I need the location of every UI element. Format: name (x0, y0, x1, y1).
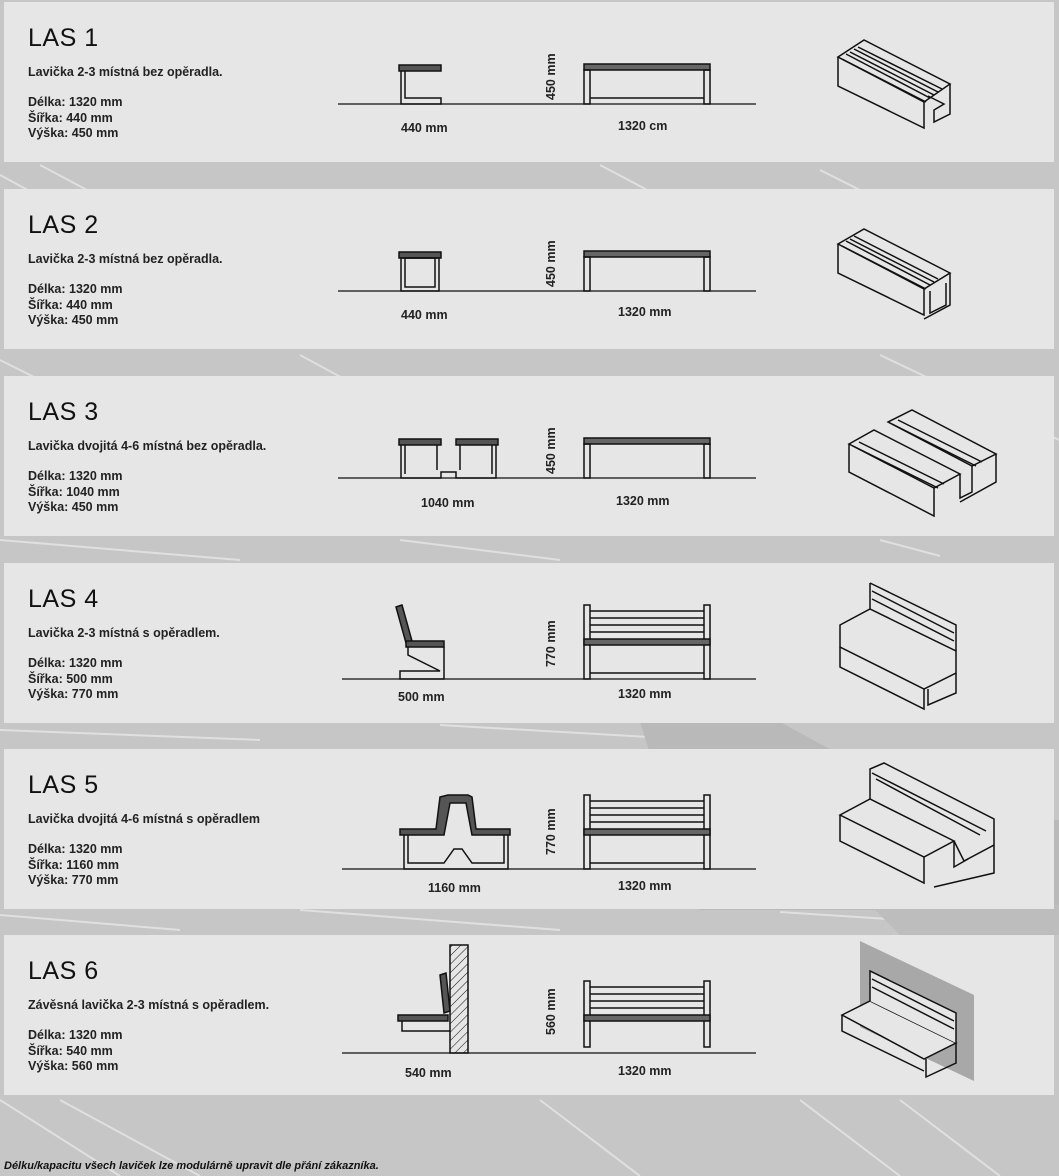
footer-note: Délku/kapacitu všech laviček lze modulárně upravit dle přání zákazníka. (4, 1160, 379, 1172)
side-view-drawing (396, 605, 444, 679)
spec-height: Výška: 450 mm (28, 313, 119, 327)
bench-description: Lavička dvojitá 4-6 místná bez opěradla. (28, 439, 267, 453)
bench-title: LAS 1 (28, 24, 99, 52)
front-dimension: 1320 mm (618, 1064, 672, 1078)
side-dimension: 1160 mm (428, 881, 481, 895)
bench-description: Závěsná lavička 2-3 místná s opěradlem. (28, 998, 270, 1012)
bench-panel-las6 (4, 935, 1054, 1095)
height-dimension: 560 mm (544, 988, 558, 1035)
spec-length: Délka: 1320 mm (28, 656, 123, 670)
height-dimension: 770 mm (544, 808, 558, 855)
spec-height: Výška: 770 mm (28, 687, 119, 701)
height-dimension: 770 mm (544, 620, 558, 667)
bench-3d-drawing (840, 583, 956, 709)
front-view-drawing (584, 795, 710, 869)
spec-width: Šířka: 500 mm (28, 671, 113, 686)
spec-width: Šířka: 440 mm (28, 110, 113, 125)
bench-description: Lavička 2-3 místná bez opěradla. (28, 65, 223, 79)
bench-panel-las4 (4, 563, 1054, 723)
spec-length: Délka: 1320 mm (28, 842, 123, 856)
side-view-drawing (399, 439, 498, 478)
bench-drawings (4, 749, 1054, 909)
front-dimension: 1320 mm (618, 305, 672, 319)
bench-3d-drawing (838, 40, 950, 128)
bench-title: LAS 4 (28, 585, 99, 613)
side-view-drawing (399, 252, 441, 291)
spec-length: Délka: 1320 mm (28, 95, 123, 109)
spec-length: Délka: 1320 mm (28, 469, 123, 483)
front-dimension: 1320 mm (618, 879, 672, 893)
spec-width: Šířka: 1160 mm (28, 857, 120, 872)
side-dimension: 500 mm (398, 690, 445, 704)
bench-panel-las3 (4, 376, 1054, 536)
spec-length: Délka: 1320 mm (28, 282, 123, 296)
spec-width: Šířka: 1040 mm (28, 484, 120, 499)
side-dimension: 440 mm (401, 121, 448, 135)
side-dimension: 440 mm (401, 308, 448, 322)
front-dimension: 1320 cm (618, 119, 668, 133)
bench-title: LAS 2 (28, 211, 99, 239)
bench-drawings (4, 376, 1054, 536)
side-view-drawing (400, 795, 510, 869)
height-dimension: 450 mm (544, 53, 558, 100)
bench-drawings (4, 563, 1054, 723)
side-view-drawing (399, 65, 441, 104)
front-dimension: 1320 mm (618, 687, 672, 701)
bench-drawings (4, 935, 1054, 1095)
height-dimension: 450 mm (544, 427, 558, 474)
front-view-drawing (584, 438, 710, 478)
bench-description: Lavička 2-3 místná s opěradlem. (28, 626, 220, 640)
bench-description: Lavička 2-3 místná bez opěradla. (28, 252, 223, 266)
front-view-drawing (584, 981, 710, 1047)
spec-height: Výška: 770 mm (28, 873, 119, 887)
bench-description: Lavička dvojitá 4-6 místná s opěradlem (28, 812, 261, 826)
bench-panel-las2 (4, 189, 1054, 349)
bench-title: LAS 5 (28, 771, 99, 799)
bench-3d-drawing (849, 410, 996, 516)
front-dimension: 1320 mm (616, 494, 670, 508)
side-view-drawing (398, 945, 468, 1053)
spec-height: Výška: 450 mm (28, 126, 119, 140)
height-dimension: 450 mm (544, 240, 558, 287)
bench-title: LAS 3 (28, 398, 99, 426)
bench-drawings (4, 2, 1054, 162)
side-dimension: 1040 mm (421, 496, 475, 510)
bench-drawings (4, 189, 1054, 349)
front-view-drawing (584, 605, 710, 679)
side-dimension: 540 mm (405, 1066, 452, 1080)
spec-height: Výška: 450 mm (28, 500, 119, 514)
bench-3d-drawing (840, 763, 994, 887)
bench-panel-las5 (4, 749, 1054, 909)
spec-length: Délka: 1320 mm (28, 1028, 123, 1042)
spec-width: Šířka: 440 mm (28, 297, 113, 312)
front-view-drawing (584, 251, 710, 291)
bench-3d-drawing (838, 229, 950, 319)
bench-panel-las1 (4, 2, 1054, 162)
front-view-drawing (584, 64, 710, 104)
spec-height: Výška: 560 mm (28, 1059, 119, 1073)
bench-3d-drawing (842, 941, 974, 1081)
bench-title: LAS 6 (28, 957, 99, 985)
spec-width: Šířka: 540 mm (28, 1043, 113, 1058)
